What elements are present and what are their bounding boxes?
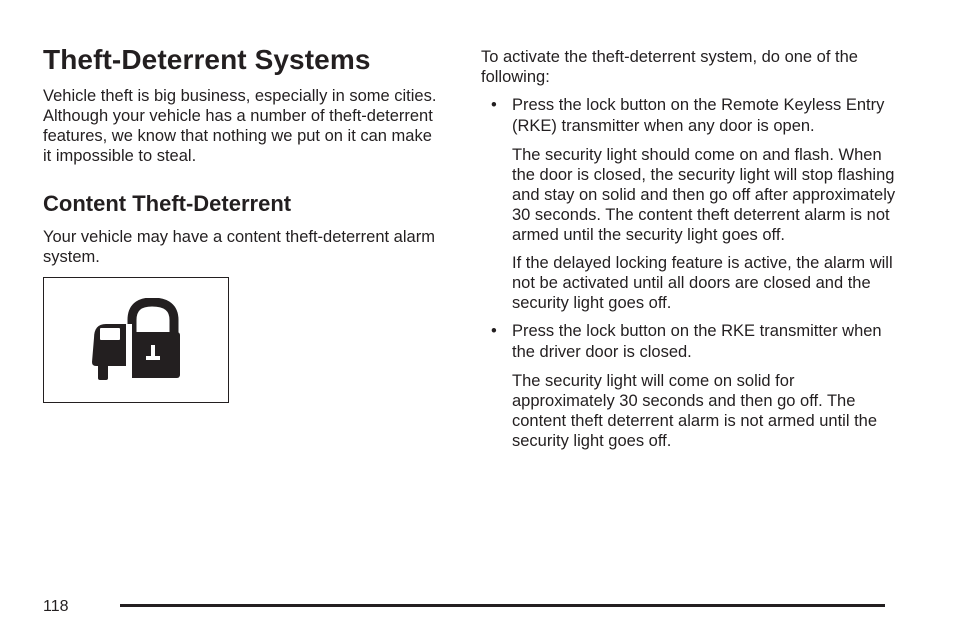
security-light-icon [88, 298, 184, 382]
security-light-figure [43, 277, 229, 403]
right-column [481, 47, 901, 451]
section-heading: Content Theft-Deterrent [43, 191, 292, 216]
page-title: Theft-Deterrent Systems [43, 44, 371, 75]
bullet-note: If the delayed locking feature is active, the alarm will not be activated until all doors are closed and the security light goes off. [512, 254, 893, 312]
list-item [481, 95, 901, 137]
bullet-note: The security light will come on solid for approximately 30 seconds and then go off. The content theft deterrent alarm is not armed until the security light goes off. [512, 372, 878, 450]
alarm-paragraph: Your vehicle may have a content theft-deterrent alarm system. [43, 228, 435, 266]
list-item [481, 321, 901, 363]
left-column [43, 42, 443, 403]
bullet-note: The security light should come on and flash. When the door is closed, the security light will stop flashing and stay on solid and then go off after approximately 30 seconds. The content theft deterrent alarm is not armed until the security light goes off. [512, 146, 896, 244]
activation-intro: To activate the theft-deterrent system, do one of the following: [481, 48, 858, 86]
bullet-icon: • [491, 96, 497, 114]
bullet-text: Press the lock button on the Remote Keyless Entry (RKE) transmitter when any door is open. [512, 96, 885, 135]
page-number: 118 [43, 598, 69, 615]
bullet-icon: • [491, 322, 497, 340]
bullet-text: Press the lock button on the RKE transmitter when the driver door is closed. [512, 322, 882, 361]
footer-rule [120, 604, 885, 607]
intro-paragraph: Vehicle theft is big business, especially in some cities. Although your vehicle has a number of theft-deterrent features, we know that nothing we put on it can make it impossible to steal. [43, 87, 437, 165]
